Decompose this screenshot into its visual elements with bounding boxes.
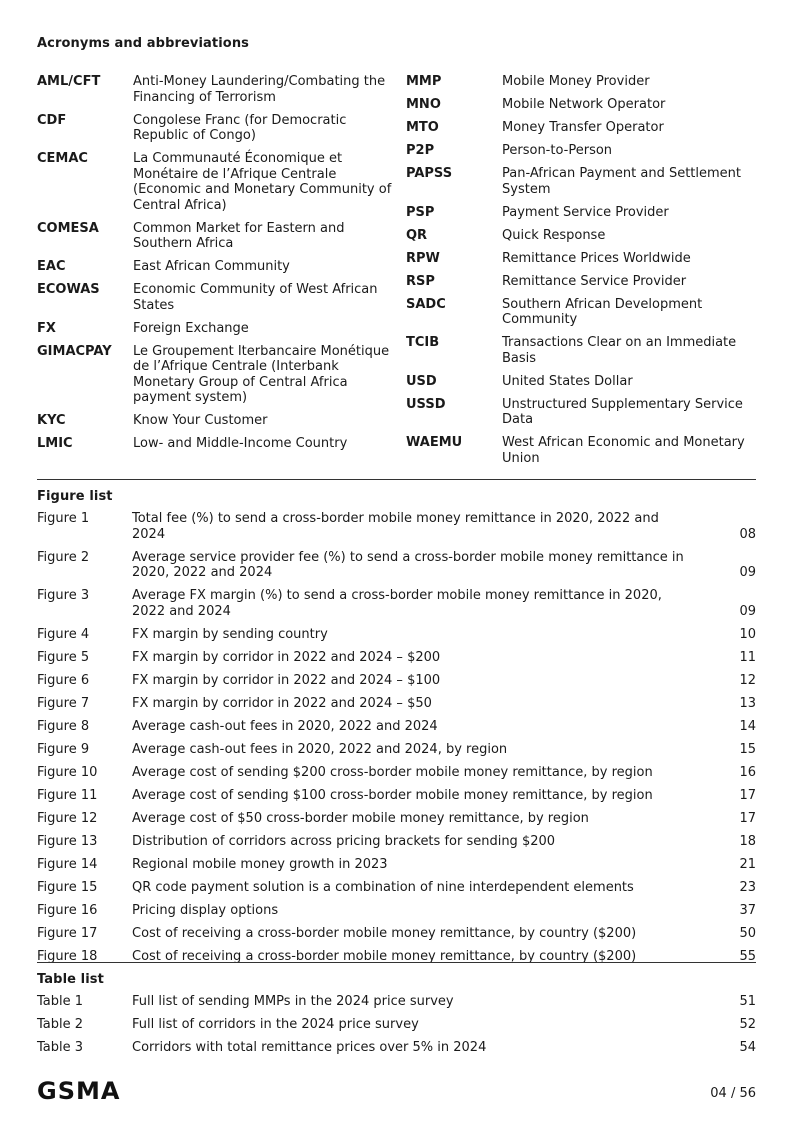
table-list-item-label: Table 2	[37, 1017, 84, 1032]
section-divider	[37, 479, 756, 480]
table-list-item[interactable]	[37, 1040, 756, 1056]
figure-list-item[interactable]	[37, 765, 756, 781]
acronym-abbreviation: KYC	[37, 413, 66, 428]
acronyms-right-column	[406, 74, 756, 474]
acronym-abbreviation: QR	[406, 227, 428, 243]
acronym-item	[37, 221, 397, 252]
figure-list-item[interactable]	[37, 511, 756, 542]
acronym-abbreviation: LMIC	[37, 436, 73, 451]
acronym-abbreviation: CEMAC	[37, 151, 88, 166]
acronym-abbreviation: RPW	[406, 250, 440, 266]
acronym-definition: Money Transfer Operator	[502, 120, 664, 135]
figure-list-item-title: Cost of receiving a cross-border mobile money remittance, by country ($200)	[132, 948, 637, 964]
figure-list-item-page-number: 16	[739, 764, 756, 780]
acronym-definition: Low- and Middle-Income Country	[133, 436, 348, 451]
figure-list-item-title: Average cost of $50 cross-border mobile money remittance, by region	[132, 810, 589, 826]
acronym-abbreviation: USD	[406, 373, 437, 389]
figure-list-item-page-number: 21	[739, 856, 756, 872]
figure-list-item-title: Average FX margin (%) to send a cross-border mobile money remittance in 2020, 2022 and 2024	[132, 588, 662, 619]
figure-list-item-title: FX margin by sending country	[132, 626, 328, 642]
table-list-item-page-number: 51	[739, 994, 756, 1009]
acronym-item	[406, 228, 756, 244]
figure-list-item-page-number: 23	[739, 879, 756, 895]
table-list-item-label: Table 3	[37, 1040, 84, 1055]
acronym-abbreviation: WAEMU	[406, 435, 463, 450]
figure-list-item-title: Average cost of sending $100 cross-border mobile money remittance, by region	[132, 787, 653, 803]
figure-list-item[interactable]	[37, 719, 756, 735]
figure-list-item-page-number: 55	[739, 948, 756, 964]
figure-list-item-page-number: 08	[739, 526, 756, 542]
table-list-item-page-number: 52	[739, 1017, 756, 1032]
acronym-abbreviation: MTO	[406, 120, 439, 135]
figure-list-item-label: Figure 18	[37, 948, 98, 964]
figure-list-item-page-number: 15	[739, 741, 756, 757]
figure-list-item-title: FX margin by corridor in 2022 and 2024 – $100	[132, 672, 441, 688]
acronym-item	[37, 344, 397, 406]
figure-list-item-page-number: 17	[739, 810, 756, 826]
acronym-definition: Quick Response	[502, 227, 606, 243]
figure-list-item-title: FX margin by corridor in 2022 and 2024 – $50	[132, 695, 432, 711]
acronym-item	[406, 335, 756, 366]
acronyms-heading: Acronyms and abbreviations	[37, 36, 250, 51]
figure-list-item-page-number: 11	[739, 649, 756, 665]
acronym-definition: Economic Community of West African States	[133, 282, 378, 313]
figure-list-item-label: Figure 17	[37, 925, 98, 941]
acronym-abbreviation: RSP	[406, 273, 435, 289]
table-list-item[interactable]	[37, 1017, 756, 1033]
acronym-abbreviation: MNO	[406, 97, 441, 112]
figure-list-item-label: Figure 2	[37, 549, 90, 565]
acronym-abbreviation: PSP	[406, 204, 435, 220]
table-list-item-title: Corridors with total remittance prices over 5% in 2024	[132, 1040, 487, 1055]
figure-list-item-title: Average cash-out fees in 2020, 2022 and 2024, by region	[132, 741, 508, 757]
acronym-definition: Transactions Clear on an Immediate Basis	[502, 335, 737, 366]
figure-list-item[interactable]	[37, 834, 756, 850]
acronym-abbreviation: AML/CFT	[37, 74, 101, 89]
acronym-item	[37, 74, 397, 105]
figure-list-item-label: Figure 16	[37, 902, 98, 918]
acronym-definition: East African Community	[133, 259, 290, 274]
acronym-definition: West African Economic and Monetary Union	[502, 435, 745, 466]
acronym-abbreviation: P2P	[406, 143, 435, 158]
acronym-definition: Person-to-Person	[502, 143, 613, 158]
table-list-item-title: Full list of corridors in the 2024 price survey	[132, 1017, 419, 1032]
figure-list-item-label: Figure 5	[37, 649, 90, 665]
acronym-item	[406, 97, 756, 113]
figure-list-item[interactable]	[37, 880, 756, 896]
acronym-item	[37, 151, 397, 213]
figure-list-item[interactable]	[37, 588, 756, 619]
table-list-heading: Table list	[37, 972, 104, 987]
acronym-definition: Pan-African Payment and Settlement System	[502, 166, 742, 197]
figure-list-item-title: Regional mobile money growth in 2023	[132, 856, 388, 872]
acronym-definition: Common Market for Eastern and Southern Africa	[133, 220, 345, 251]
acronym-item	[37, 436, 397, 452]
acronym-definition: Foreign Exchange	[133, 320, 249, 336]
acronym-item	[406, 274, 756, 290]
acronym-item	[406, 143, 756, 159]
figure-list-item-page-number: 18	[739, 833, 756, 849]
acronym-abbreviation: CDF	[37, 112, 67, 128]
figure-list-item-page-number: 13	[739, 695, 756, 711]
acronym-definition: Congolese Franc (for Democratic Republic of Congo)	[133, 112, 347, 143]
acronym-abbreviation: USSD	[406, 396, 446, 412]
gsma-logo	[37, 1080, 159, 1106]
figure-list-item-label: Figure 10	[37, 764, 98, 780]
acronym-abbreviation: TCIB	[406, 335, 440, 350]
figure-list-item[interactable]	[37, 627, 756, 643]
acronym-definition: Southern African Development Community	[502, 296, 703, 327]
figure-list-item-label: Figure 6	[37, 672, 90, 688]
acronyms-left-column	[37, 74, 397, 459]
acronym-item	[406, 297, 756, 328]
figure-list-item[interactable]	[37, 788, 756, 804]
svg-text:GSMA: GSMA	[37, 1080, 121, 1102]
figure-list-item-label: Figure 14	[37, 856, 98, 872]
figure-list-item-title: FX margin by corridor in 2022 and 2024 – $200	[132, 649, 441, 665]
figure-list-item-page-number: 12	[739, 672, 756, 688]
table-list-item-label: Table 1	[37, 994, 84, 1009]
acronym-item	[406, 435, 756, 466]
figure-list-item[interactable]	[37, 857, 756, 873]
figure-list-item-label: Figure 15	[37, 879, 98, 895]
acronym-abbreviation: EAC	[37, 259, 66, 274]
acronym-item	[406, 205, 756, 221]
figure-list-item-page-number: 09	[739, 603, 756, 619]
acronym-definition: Mobile Network Operator	[502, 97, 666, 112]
figure-list-item-label: Figure 11	[37, 787, 98, 803]
figure-list-item-label: Figure 4	[37, 626, 90, 642]
figure-list-item[interactable]	[37, 696, 756, 712]
acronym-definition: Payment Service Provider	[502, 204, 669, 220]
figure-list-item-title: Total fee (%) to send a cross-border mobile money remittance in 2020, 2022 and 2024	[132, 511, 659, 542]
figure-list-item[interactable]	[37, 550, 756, 581]
acronym-item	[406, 74, 756, 90]
table-list	[37, 994, 756, 1063]
acronym-item	[406, 166, 756, 197]
acronym-item	[37, 113, 397, 144]
figure-list-heading: Figure list	[37, 489, 113, 504]
figure-list-item-title: Average cost of sending $200 cross-border mobile money remittance, by region	[132, 764, 653, 780]
acronym-abbreviation: FX	[37, 320, 56, 336]
acronym-abbreviation: GIMACPAY	[37, 343, 112, 359]
section-divider	[37, 962, 756, 963]
page-number: 04 / 56	[710, 1086, 756, 1101]
figure-list-item[interactable]	[37, 742, 756, 758]
acronym-abbreviation: MMP	[406, 74, 442, 89]
acronym-abbreviation: SADC	[406, 296, 446, 312]
figure-list	[37, 511, 756, 972]
acronym-definition: Know Your Customer	[133, 413, 268, 428]
acronym-definition: Unstructured Supplementary Service Data	[502, 396, 743, 427]
figure-list-item-label: Figure 7	[37, 695, 90, 711]
figure-list-item-label: Figure 12	[37, 810, 98, 826]
figure-list-item[interactable]	[37, 926, 756, 942]
figure-list-item-page-number: 09	[739, 565, 756, 580]
acronym-definition: Mobile Money Provider	[502, 74, 650, 89]
figure-list-item-page-number: 14	[739, 718, 756, 734]
figure-list-item-title: Distribution of corridors across pricing brackets for sending $200	[132, 833, 556, 849]
table-list-item-title: Full list of sending MMPs in the 2024 price survey	[132, 994, 454, 1009]
acronym-item	[37, 413, 397, 429]
figure-list-item-page-number: 17	[739, 787, 756, 803]
acronym-definition: United States Dollar	[502, 373, 633, 389]
table-list-item-page-number: 54	[739, 1040, 756, 1055]
figure-list-item-title: QR code payment solution is a combination of nine interdependent elements	[132, 879, 634, 895]
figure-list-item-title: Pricing display options	[132, 902, 279, 918]
acronym-item	[37, 282, 397, 313]
acronym-item	[406, 251, 756, 267]
acronym-abbreviation: PAPSS	[406, 166, 453, 181]
acronym-item	[37, 321, 397, 337]
figure-list-item-label: Figure 1	[37, 511, 90, 526]
acronym-item	[406, 397, 756, 428]
figure-list-item-title: Average cash-out fees in 2020, 2022 and 2024	[132, 718, 438, 734]
figure-list-item-title: Average service provider fee (%) to send a cross-border mobile money remittance in 2020, 2022 and 2024	[132, 549, 684, 580]
figure-list-item-page-number: 37	[739, 902, 756, 918]
figure-list-item-label: Figure 9	[37, 741, 90, 757]
figure-list-item[interactable]	[37, 903, 756, 919]
figure-list-item-label: Figure 8	[37, 718, 90, 734]
acronym-definition: Anti-Money Laundering/Combating the Financing of Terrorism	[133, 74, 386, 105]
figure-list-item[interactable]	[37, 650, 756, 666]
acronym-definition: La Communauté Économique et Monétaire de l’Afrique Centrale (Economic and Monetary Community of Central Africa)	[133, 151, 392, 213]
acronym-definition: Remittance Prices Worldwide	[502, 250, 691, 266]
acronym-item	[406, 120, 756, 136]
figure-list-item-label: Figure 13	[37, 833, 98, 849]
figure-list-item-label: Figure 3	[37, 588, 90, 603]
figure-list-item[interactable]	[37, 811, 756, 827]
acronym-abbreviation: ECOWAS	[37, 282, 100, 297]
acronym-item	[406, 374, 756, 390]
figure-list-item-title: Cost of receiving a cross-border mobile money remittance, by country ($200)	[132, 925, 637, 941]
acronym-item	[37, 259, 397, 275]
table-list-item[interactable]	[37, 994, 756, 1010]
figure-list-item-page-number: 10	[739, 626, 756, 642]
figure-list-item-page-number: 50	[739, 925, 756, 941]
acronym-definition: Le Groupement Iterbancaire Monétique de l’Afrique Centrale (Interbank Monetary Group of Central Africa payment system)	[133, 343, 390, 405]
figure-list-item[interactable]	[37, 673, 756, 689]
acronym-abbreviation: COMESA	[37, 220, 99, 236]
acronym-definition: Remittance Service Provider	[502, 273, 687, 289]
